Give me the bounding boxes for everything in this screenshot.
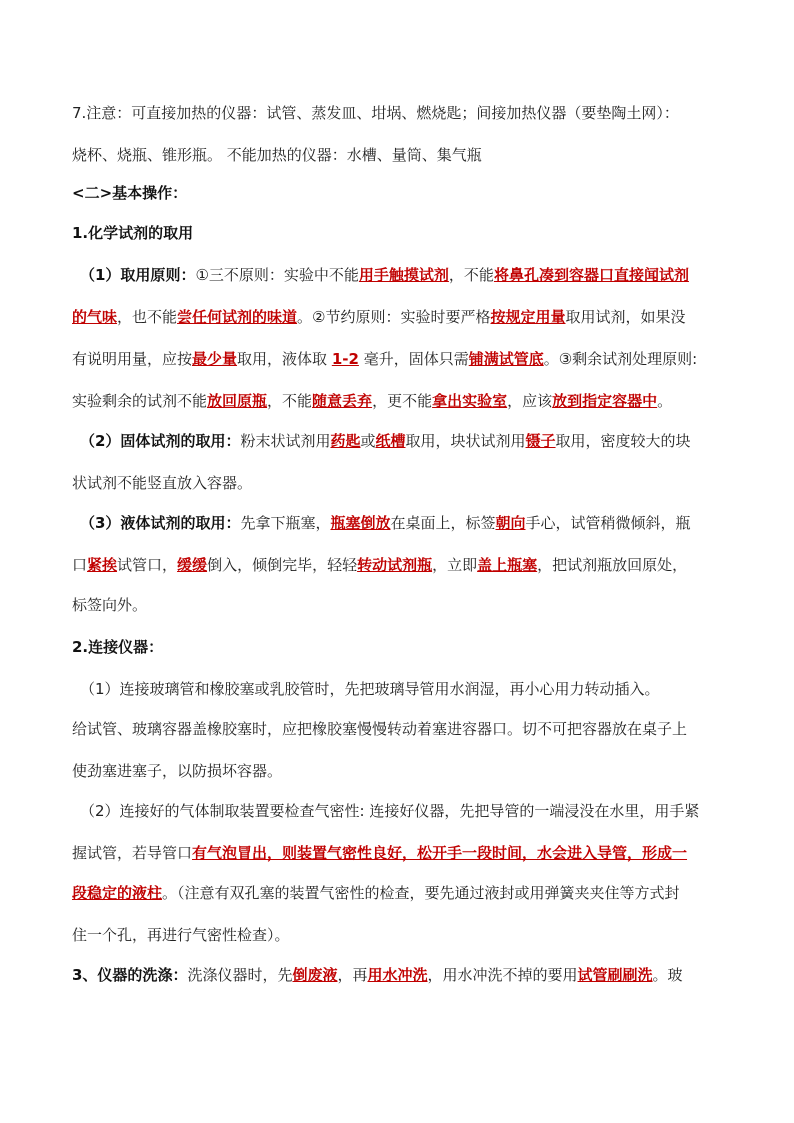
key-term: 将鼻孔凑到容器口直接闻试剂	[493, 266, 689, 284]
key-term: 按规定用量	[490, 308, 566, 326]
text-line	[72, 636, 732, 658]
text-span: 标签向外。	[72, 596, 148, 614]
text-line	[72, 102, 732, 124]
text-line	[80, 678, 740, 700]
text-line	[72, 182, 732, 204]
text-span: 先拿下瓶塞，	[240, 514, 331, 532]
text-span: 口	[72, 556, 88, 574]
text-line	[72, 472, 732, 494]
text-span: 握试管，若导管口	[72, 844, 193, 862]
text-line	[72, 554, 732, 576]
text-span: 烧杯、烧瓶、锥形瓶。 不能加热的仪器：水槽、量筒、集气瓶	[72, 146, 482, 164]
text-line	[72, 924, 732, 946]
text-span: 。玻	[652, 966, 683, 984]
key-term: 紧挨	[87, 556, 118, 574]
text-span: 给试管、玻璃容器盖橡胶塞时，应把橡胶塞慢慢转动着塞进容器口。切不可把容器放在桌子上	[72, 720, 688, 738]
text-span: ，不能	[267, 392, 313, 410]
bold-heading: 1.化学试剂的取用	[72, 224, 194, 242]
key-term: 有气泡冒出，则装置气密性良好，松开手一段时间，水会进入导管，形成一	[192, 844, 688, 862]
text-span: ，再	[337, 966, 368, 984]
text-span: ，把试剂瓶放回原处，	[537, 556, 688, 574]
text-span: 取用，密度较大的块	[555, 432, 691, 450]
text-span: 粉末状试剂用	[240, 432, 331, 450]
text-span: ，也不能	[117, 308, 178, 326]
text-span: ①三不原则：实验中不能	[195, 266, 359, 284]
text-span: 状试剂不能竖直放入容器。	[72, 474, 253, 492]
text-line	[72, 306, 732, 328]
text-span: 实验剩余的试剂不能	[72, 392, 208, 410]
text-span: 洗涤仪器时，先	[187, 966, 293, 984]
text-line	[80, 512, 740, 534]
bold-heading: （2）固体试剂的取用：	[80, 432, 241, 450]
key-term: 倒废液	[292, 966, 338, 984]
text-span: 。（注意有双孔塞的装置气密性的检查，要先通过液封或用弹簧夹夹住等方式封	[162, 884, 680, 902]
text-line	[72, 348, 732, 370]
text-span: 住一个孔，再进行气密性检查）。	[72, 926, 290, 944]
text-span: ，应该	[507, 392, 553, 410]
text-line	[72, 718, 732, 740]
text-span: 。③剩余试剂处理原则:	[543, 350, 698, 368]
text-line	[72, 144, 732, 166]
text-span: 取用，液体取	[237, 350, 332, 368]
text-span: 。	[657, 392, 673, 410]
text-line	[80, 264, 740, 286]
key-term: 放回原瓶	[207, 392, 268, 410]
text-line	[72, 222, 732, 244]
text-span: ，立即	[432, 556, 478, 574]
text-line	[72, 594, 732, 616]
text-span: ，不能	[448, 266, 494, 284]
key-term: 镊子	[525, 432, 556, 450]
key-term: 放到指定容器中	[552, 392, 658, 410]
key-term: 用水冲洗	[367, 966, 428, 984]
key-term: 段稳定的液柱	[72, 884, 163, 902]
key-term: 朝向	[495, 514, 526, 532]
key-term: 的气味	[72, 308, 118, 326]
text-span: 在桌面上，标签	[390, 514, 496, 532]
text-span: 手心，试管稍微倾斜，瓶	[525, 514, 691, 532]
text-line	[72, 964, 732, 986]
text-line	[72, 390, 732, 412]
bold-heading: 2.连接仪器：	[72, 638, 164, 656]
text-span: 毫升，固体只需	[358, 350, 469, 368]
text-span: 取用，块状试剂用	[405, 432, 526, 450]
text-span: 。②节约原则：实验时要严格	[297, 308, 491, 326]
key-term: 1-2	[331, 350, 359, 368]
text-line	[80, 430, 740, 452]
text-span: 使劲塞进塞子，以防损坏容器。	[72, 762, 283, 780]
text-span: 取用试剂，如果没	[565, 308, 686, 326]
text-line	[72, 882, 732, 904]
bold-heading: （1）取用原则：	[80, 266, 196, 284]
text-span: 7.注意：可直接加热的仪器：试管、蒸发皿、坩埚、燃烧匙；间接加热仪器（要垫陶土网）：	[72, 104, 679, 122]
key-term: 纸槽	[375, 432, 406, 450]
text-span: 或	[360, 432, 376, 450]
key-term: 盖上瓶塞	[477, 556, 538, 574]
key-term: 铺满试管底	[468, 350, 544, 368]
key-term: 拿出实验室	[432, 392, 508, 410]
key-term: 用手触摸试剂	[358, 266, 449, 284]
key-term: 药匙	[330, 432, 361, 450]
text-span: （2）连接好的气体制取装置要检查气密性: 连接好仪器，先把导管的一端浸没在水里，用手紧	[80, 802, 700, 820]
key-term: 最少量	[192, 350, 238, 368]
text-span: 试管口，	[117, 556, 178, 574]
key-term: 转动试剂瓶	[357, 556, 433, 574]
text-span: ，更不能	[372, 392, 433, 410]
bold-heading: <二>基本操作：	[72, 184, 188, 202]
key-term: 试管刷刷洗	[577, 966, 653, 984]
text-line	[72, 760, 732, 782]
key-term: 瓶塞倒放	[330, 514, 391, 532]
bold-heading: 3、仪器的洗涤：	[72, 966, 188, 984]
text-span: 倒入，倾倒完毕，轻轻	[207, 556, 358, 574]
key-term: 缓缓	[177, 556, 208, 574]
text-line	[80, 800, 740, 822]
text-span: （1）连接玻璃管和橡胶塞或乳胶管时，先把玻璃导管用水润湿，再小心用力转动插入。	[80, 680, 660, 698]
key-term: 随意丢弃	[312, 392, 373, 410]
text-span: 有说明用量，应按	[72, 350, 193, 368]
text-span: ，用水冲洗不掉的要用	[427, 966, 578, 984]
text-line	[72, 842, 732, 864]
bold-heading: （3）液体试剂的取用：	[80, 514, 241, 532]
key-term: 尝任何试剂的味道	[177, 308, 298, 326]
